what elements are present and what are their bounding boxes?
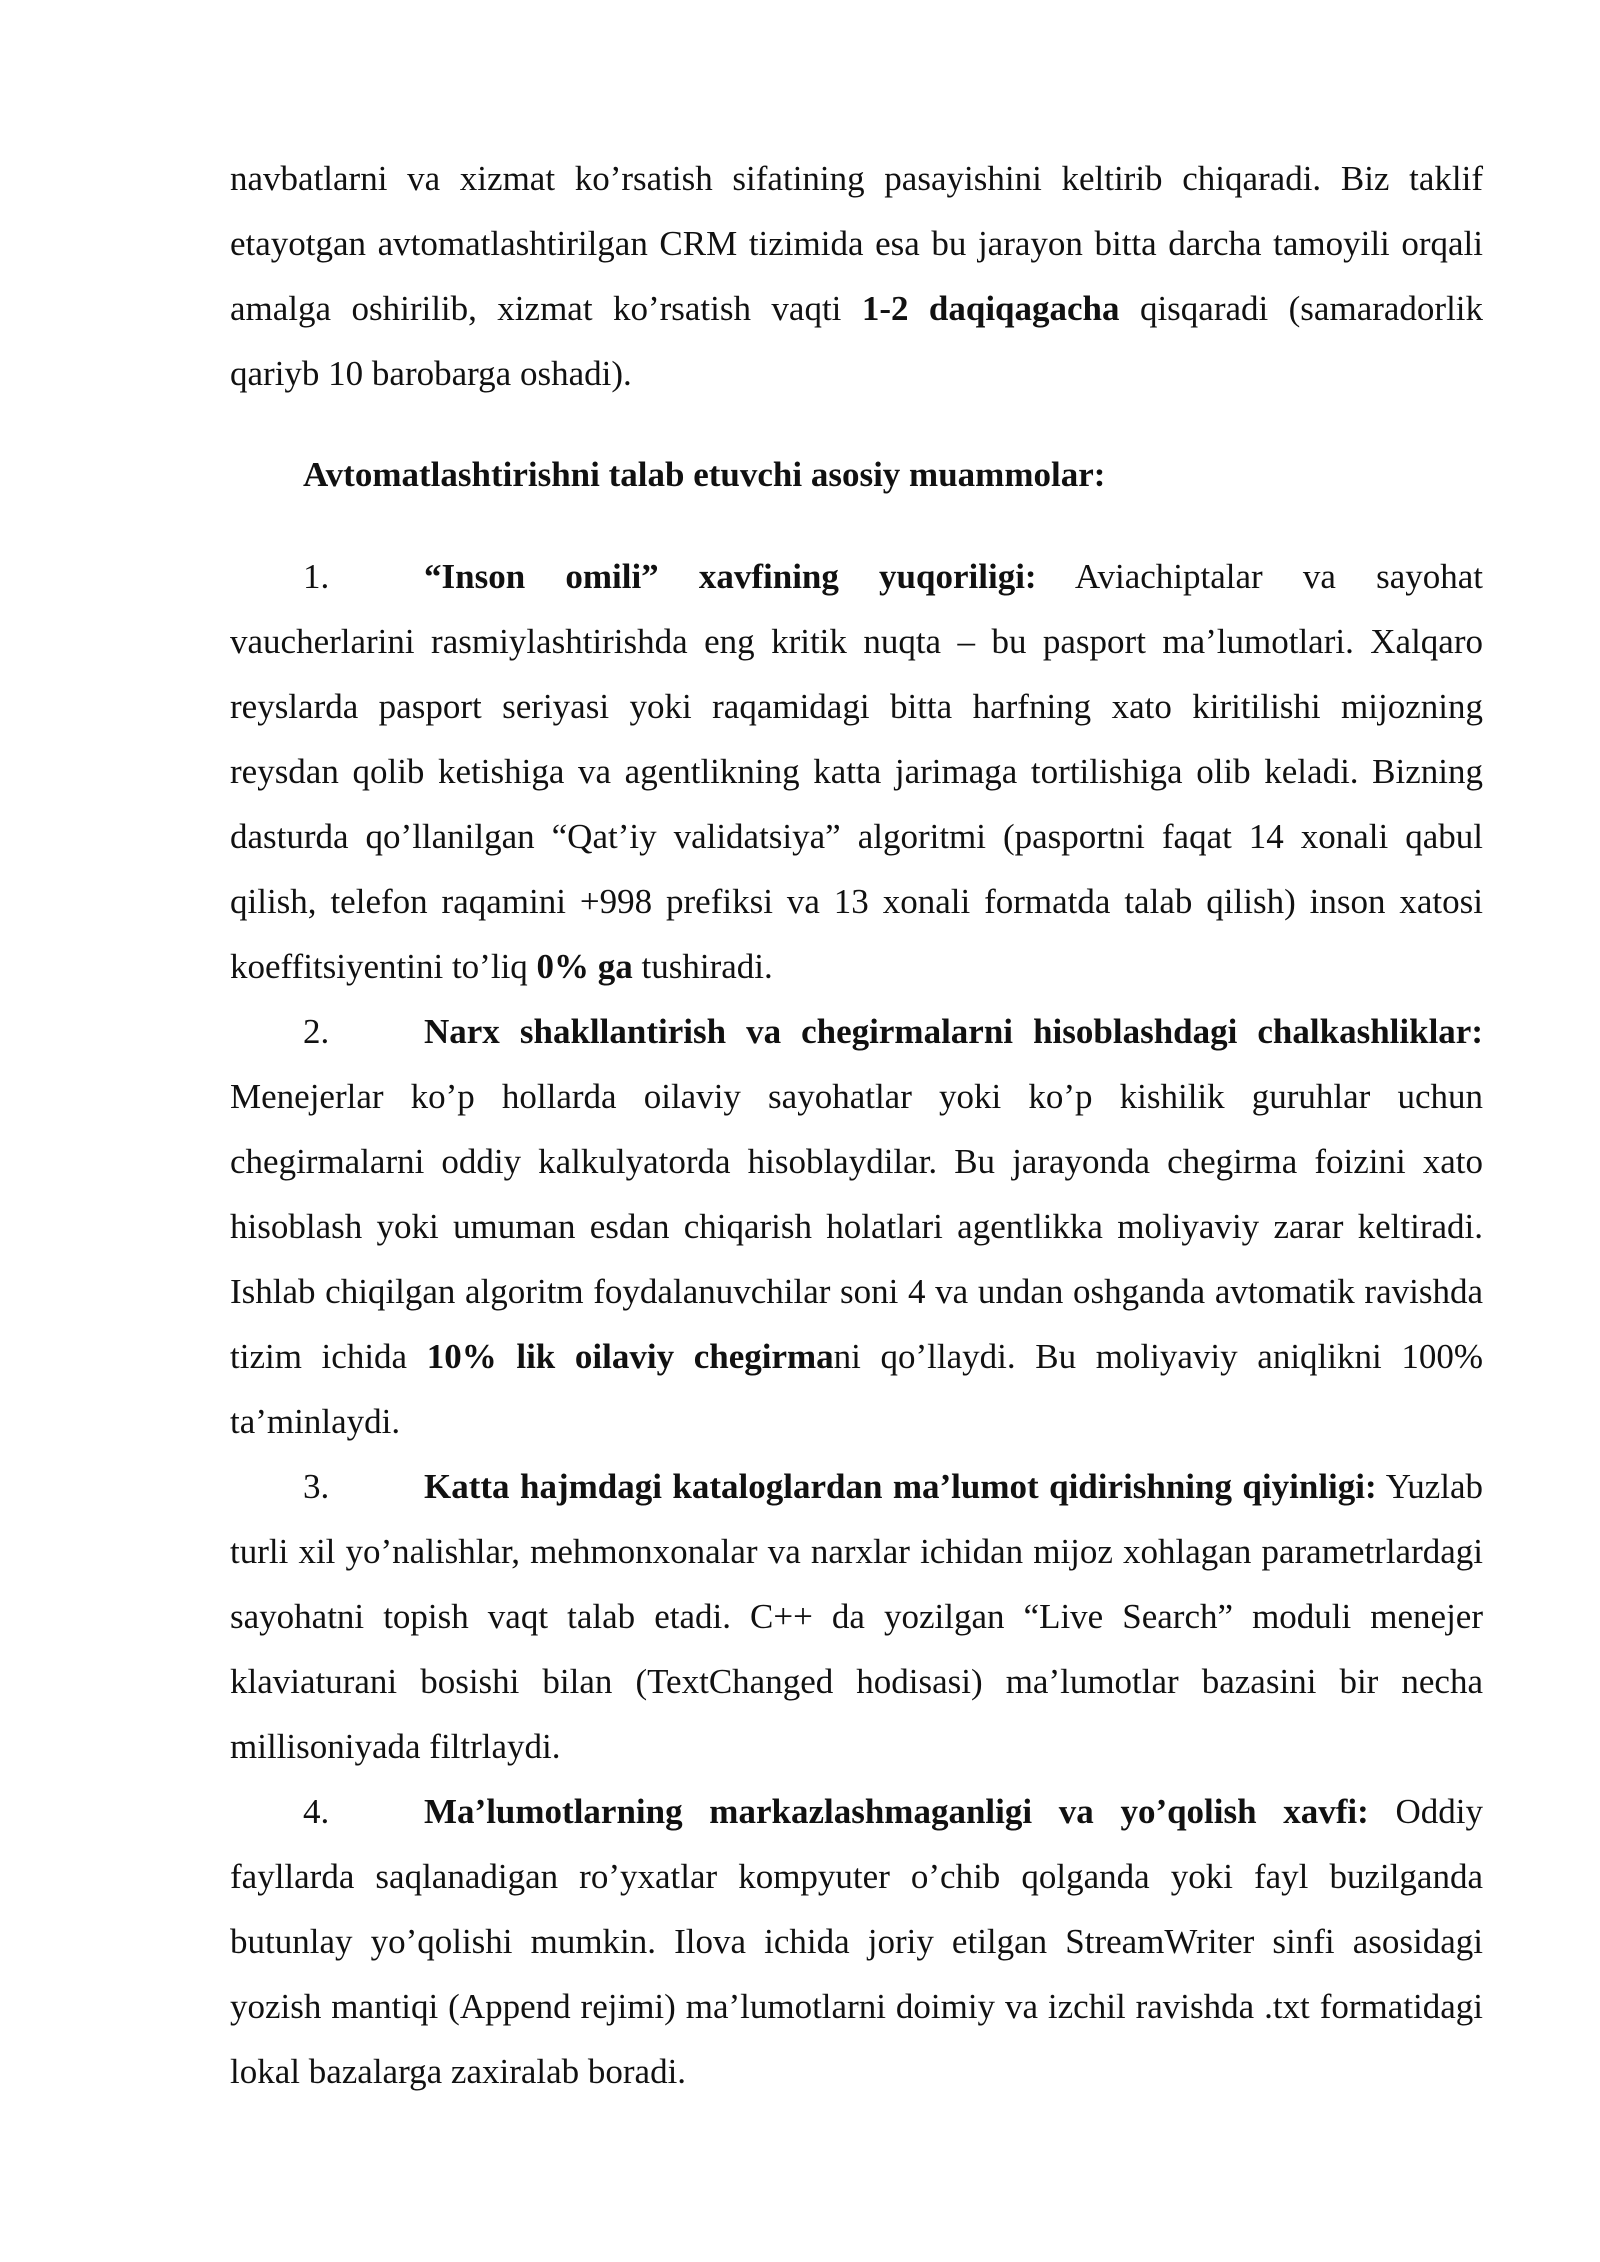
list-item-title: “Inson omili” xavfining yuqoriligi:: [424, 557, 1037, 596]
list-item-title: Narx shakllantirish va chegirmalarni hisoblashdagi chalkashliklar:: [424, 1012, 1483, 1051]
list-item-text: Oddiy fayllarda saqlanadigan ro’yxatlar kompyuter o’chib qolganda yoki fayl buzilganda butunlay yo’qolishi mumkin. Ilova ichida joriy etilgan StreamWriter sinfi asosidagi yozish mantiqi (Append rejimi) ma’lumotlarni doimiy va izchil ravishda .txt formatidagi lokal bazalarga zaxiralab boradi.: [230, 1792, 1483, 2091]
intro-bold-duration: 1-2 daqiqagacha: [861, 289, 1120, 328]
intro-text-end: qisqaradi (samaradorlik qariyb 10 barobarga oshadi).: [230, 289, 1484, 393]
list-item-text-end: ni qo’llaydi. Bu moliyaviy aniqlikni 100% ta’minlaydi.: [230, 1337, 1484, 1441]
intro-paragraph: [230, 146, 1483, 406]
list-item: [230, 1779, 1483, 2104]
list-item-bold: 0% ga: [536, 947, 633, 986]
list-item-title: Katta hajmdagi kataloglardan ma’lumot qidirishning qiyinligi:: [424, 1467, 1377, 1506]
list-item: [230, 544, 1483, 999]
list-item-bold: 10% lik oilaviy chegirma: [426, 1337, 834, 1376]
list-item-text: Yuzlab turli xil yo’nalishlar, mehmonxonalar va narxlar ichidan mijoz xohlagan parametrlardagi sayohatni topish vaqt talab etadi. C++ da yozilgan “Live Search” moduli menejer klaviaturani bosishi bilan (TextChanged hodisasi) ma’lumotlar bazasini bir necha millisoniyada filtrlaydi.: [230, 1467, 1483, 1766]
list-item-text: Aviachiptalar va sayohat vaucherlarini rasmiylashtirishda eng kritik nuqta – bu pasport ma’lumotlari. Xalqaro reyslarda pasport seriyasi yoki raqamidagi bitta harfning xato kiritilishi mijozning reysdan qolib ketishiga va agentlikning katta jarimaga tortilishiga olib keladi. Bizning dasturda qo’llanilgan “Qat’iy validatsiya” algoritmi (pasportni faqat 14 xonali qabul qilish, telefon raqamini +998 prefiksi va 13 xonali formatda talab qilish) inson xatosi koeffitsiyentini to’liq: [230, 557, 1483, 986]
intro-text: navbatlarni va xizmat ko’rsatish sifatining pasayishini keltirib chiqaradi. Biz taklif etayotgan avtomatlashtirilgan CRM tizimida esa bu jarayon bitta darcha tamoyili orqali amalga oshirilib, xizmat ko’rsatish vaqti: [230, 159, 1483, 328]
list-item-title: Ma’lumotlarning markazlashmaganligi va yo’qolish xavfi:: [424, 1792, 1369, 1831]
list-item-number: 2.: [303, 1012, 330, 1051]
list-item-number: 4.: [303, 1792, 330, 1831]
list-item-number: 1.: [303, 557, 330, 596]
section-heading: Avtomatlashtirishni talab etuvchi asosiy muammolar:: [303, 455, 1106, 494]
list-item-text: Menejerlar ko’p hollarda oilaviy sayohatlar yoki ko’p kishilik guruhlar uchun chegirmalarni oddiy kalkulyatorda hisoblaydilar. Bu jarayonda chegirma foizini xato hisoblash yoki umuman esdan chiqarish holatlari agentlikka moliyaviy zarar keltiradi. Ishlab chiqilgan algoritm foydalanuvchilar soni 4 va undan oshganda avtomatik ravishda tizim ichida: [230, 1077, 1483, 1376]
list-item: [230, 999, 1483, 1454]
list-item-number: 3.: [303, 1467, 330, 1506]
list-item: [230, 1454, 1483, 1779]
list-item-text-end: tushiradi.: [632, 947, 773, 986]
